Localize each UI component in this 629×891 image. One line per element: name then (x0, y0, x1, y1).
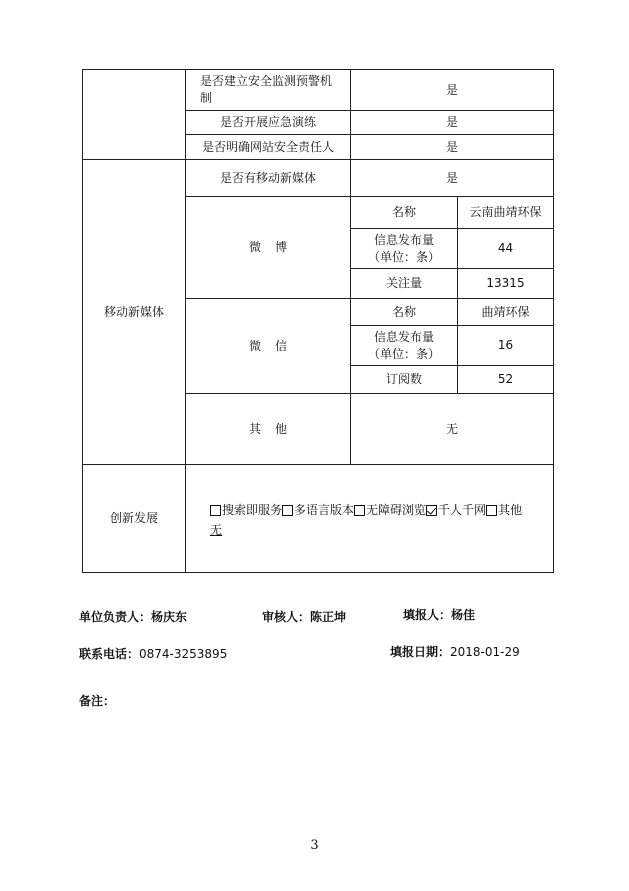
weibo-followers-value-text: 13315 (486, 276, 525, 290)
weibo-posts-label-line2: （单位：条） (367, 249, 440, 264)
wechat-name-value-text: 曲靖环保 (481, 304, 530, 319)
mobile-section-label (83, 160, 185, 464)
wechat-posts-label (351, 326, 457, 365)
wechat-posts-label-line2: （单位：条） (367, 346, 440, 361)
monitoring-value (351, 70, 553, 110)
option-label: 其他 (498, 503, 523, 517)
other-media-value (351, 394, 553, 464)
remarks (79, 692, 115, 709)
monitoring-value-text: 是 (445, 82, 458, 97)
date-value: 2018-01-29 (450, 645, 520, 659)
innovation-section-label (83, 465, 185, 572)
weibo-name-label-text: 名称 (391, 205, 416, 219)
wechat-name-label-text: 名称 (391, 304, 416, 319)
has-mobile-label (186, 160, 350, 196)
wechat-label (186, 299, 350, 393)
weibo-posts-value-text: 44 (497, 241, 514, 255)
wechat-subscribers-label (351, 366, 457, 393)
monitoring-label (186, 70, 350, 110)
drill-label (186, 111, 350, 134)
filler-label: 填报人： (403, 608, 452, 622)
checkbox-icon[interactable] (354, 505, 365, 516)
reviewer-value: 陈正坤 (310, 610, 347, 624)
checkbox-icon[interactable] (210, 505, 221, 516)
wechat-label-text: 微信 (248, 338, 301, 353)
checkbox-checked-icon[interactable] (426, 505, 437, 516)
option-accessibility[interactable] (354, 503, 426, 517)
option-label: 千人千网 (438, 503, 487, 517)
weibo-posts-value (458, 229, 553, 268)
phone-label: 联系电话： (79, 647, 140, 661)
mobile-section-label-text: 移动新媒体 (103, 304, 164, 319)
has-mobile-label-text: 是否有移动新媒体 (219, 170, 316, 185)
reviewer-label: 审核人： (262, 610, 311, 624)
weibo-followers-value (458, 269, 553, 298)
has-mobile-value-text: 是 (445, 170, 458, 185)
phone-value: 0874-3253895 (139, 647, 228, 661)
unit-head-label: 单位负责人： (79, 610, 152, 624)
wechat-name-value (458, 299, 553, 325)
weibo-posts-label-line1: 信息发布量 (373, 232, 434, 247)
wechat-posts-label-line1: 信息发布量 (373, 329, 434, 344)
filler-value: 杨佳 (451, 608, 476, 622)
option-multilingual[interactable] (282, 503, 354, 517)
responsible-value (351, 135, 553, 159)
checkbox-icon[interactable] (486, 505, 497, 516)
filler (403, 606, 475, 623)
weibo-name-label (351, 197, 457, 228)
drill-value (351, 111, 553, 134)
phone (79, 645, 227, 662)
checkbox-icon[interactable] (282, 505, 293, 516)
option-label: 多语言版本 (294, 503, 355, 517)
wechat-name-label (351, 299, 457, 325)
page-number: 3 (310, 838, 319, 853)
other-media-label (186, 394, 350, 464)
wechat-subscribers-value-text: 52 (497, 372, 514, 386)
wechat-subscribers-label-text: 订阅数 (385, 372, 422, 386)
weibo-label (186, 197, 350, 298)
option-search-as-service[interactable] (210, 503, 282, 517)
weibo-followers-label-text: 关注量 (385, 276, 422, 290)
date-label: 填报日期： (390, 645, 451, 659)
weibo-posts-label (351, 229, 457, 268)
weibo-followers-label (351, 269, 457, 298)
unit-head-value: 杨庆东 (151, 610, 188, 624)
innovation-other-text: 无 (210, 523, 223, 537)
innovation-section-label-text: 创新发展 (109, 511, 158, 525)
weibo-name-value (458, 197, 553, 228)
option-label: 无障碍浏览 (366, 503, 427, 517)
responsible-value-text: 是 (445, 139, 458, 154)
weibo-name-value-text: 云南曲靖环保 (469, 205, 542, 219)
option-label: 搜索即服务 (222, 503, 283, 517)
responsible-label (186, 135, 350, 159)
remarks-label: 备注： (79, 694, 116, 708)
other-media-label-text: 其他 (248, 421, 301, 436)
wechat-subscribers-value (458, 366, 553, 393)
option-personalized[interactable] (426, 503, 486, 517)
drill-value-text: 是 (445, 115, 458, 129)
monitoring-label-text: 是否建立安全监测预警机制 (200, 74, 333, 105)
wechat-posts-value-text: 16 (497, 338, 514, 352)
responsible-label-text: 是否明确网站安全责任人 (201, 139, 334, 154)
drill-label-text: 是否开展应急演练 (219, 115, 316, 129)
option-other[interactable] (486, 503, 522, 517)
wechat-posts-value (458, 326, 553, 365)
innovation-options (210, 500, 550, 540)
unit-head (79, 608, 187, 625)
fill-date (390, 643, 520, 660)
reviewer (262, 608, 346, 625)
weibo-label-text: 微博 (248, 240, 301, 254)
other-media-value-text: 无 (445, 421, 458, 436)
has-mobile-value (351, 160, 553, 196)
